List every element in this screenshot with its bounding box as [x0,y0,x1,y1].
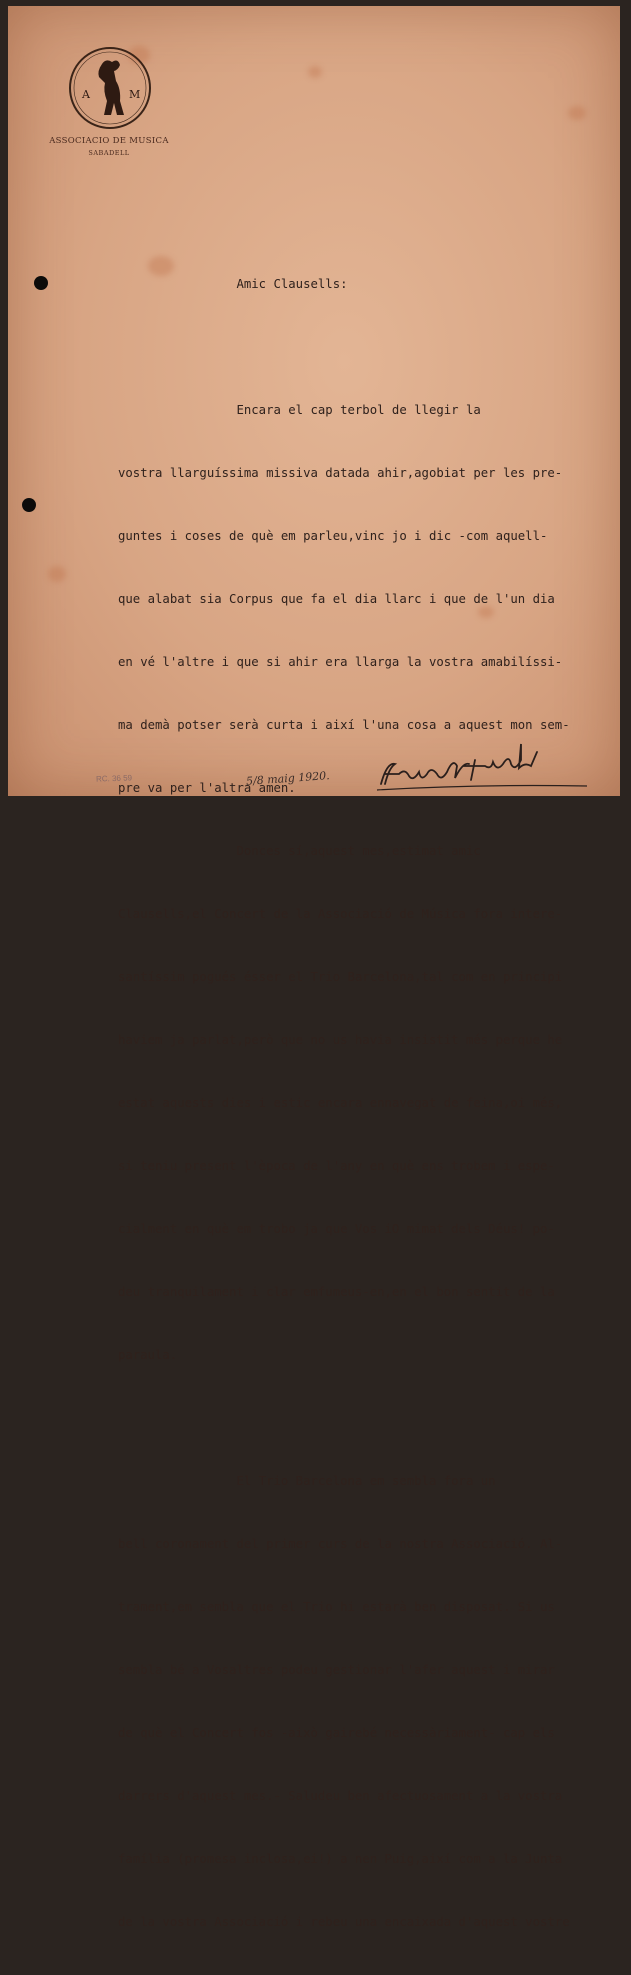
letter-line: ma demà potser serà curta i així l'una cosa a aquest mon sem- [118,718,570,732]
paper-stain [48,566,66,582]
organization-name: ASSOCIACIO DE MUSICA [49,136,169,146]
archive-reference: RC. 36 59 [95,773,133,784]
letter-line: trament,em sembla que el Trio hi estarà ben disposat. Si us [118,1600,555,1614]
association-logo [68,46,152,130]
letter-line: El Trio Barcelona em sembla fora un [118,1474,496,1488]
logo-letter-m: M [129,88,141,101]
letter-line: cialment en què em trobo ja que Vos iO mimat dels Déus! po- [118,1222,555,1236]
organization-city: SABADELL [88,149,130,157]
letter-line: si teniu present l'època de l'any en què ens trobem i espe- [118,1159,555,1173]
letter-line: família (promesa inclosa,ei!) a nen Puig,així com a la Junta [118,1852,563,1866]
paper-stain [568,106,586,120]
logo-letter-a: A [82,88,90,101]
letter-line: Donces sí,aquest mes,estimat amic [118,844,481,858]
letter-line: vostra llarguíssima missiva datada ahir,agobiat per les pre- [118,466,563,480]
handwritten-date: 5/8 maig 1920. [245,769,331,788]
letter-line: Encara el cap terbol de llegir la [118,403,481,417]
letter-line: santíssim pogués ésser el Trio Barcelona,tal com en principi [118,970,563,984]
letter-line: sembla bé a Vosaltres podeu gestionar l'afer aquest i mirar [118,1663,555,1677]
letter-body [118,232,598,1975]
letter-line: pre va per l'altra amen. [118,781,296,795]
letter-line: deu tranquilament i clar emfumeus-en,en el bon sentit de la [118,1285,555,1299]
letter-line: de la vostra Associació i rebeu una encaixada d'aquest vostre [118,1915,570,1929]
letter-line: guntes i coses de què em parleu,vinc jo i dic -com aquell- [118,529,548,543]
letter-line: haviem ja parlat,però que no us havia insistit més perque he [118,1033,563,1047]
letter-line: de què el Concert fos -això gairebé necessàriament- cap els [118,1726,555,1740]
punch-hole [34,276,48,290]
paper-stain [308,66,322,78]
signature [373,754,593,794]
letter-sheet [8,6,620,1929]
letter-line: estat aquests dies i estic encara ennavegat de feina,oi més, [118,1096,563,1110]
letter-line: darrers d'aquest mes.- Saludeu ben afectuosament a la vostra [118,1789,563,1803]
punch-hole [22,498,36,512]
letter-line: paraula. [118,1348,178,1362]
letter-line: bell coronament del primer curs de la nostra Associació. Al- [118,1537,563,1551]
letter-line [118,337,598,358]
letter-line: Amic Clausells: [118,277,348,291]
letter-line [118,1408,598,1429]
letter-line: que alabat sia Corpus que fa el dia llarc i que de l'un dia [118,592,555,606]
letter-line: Clausells,el Concert de la Associació de Música fora intere- [118,907,563,921]
letter-line: en vé l'altre i que si ahir era llarga la vostra amabilíssi- [118,655,563,669]
